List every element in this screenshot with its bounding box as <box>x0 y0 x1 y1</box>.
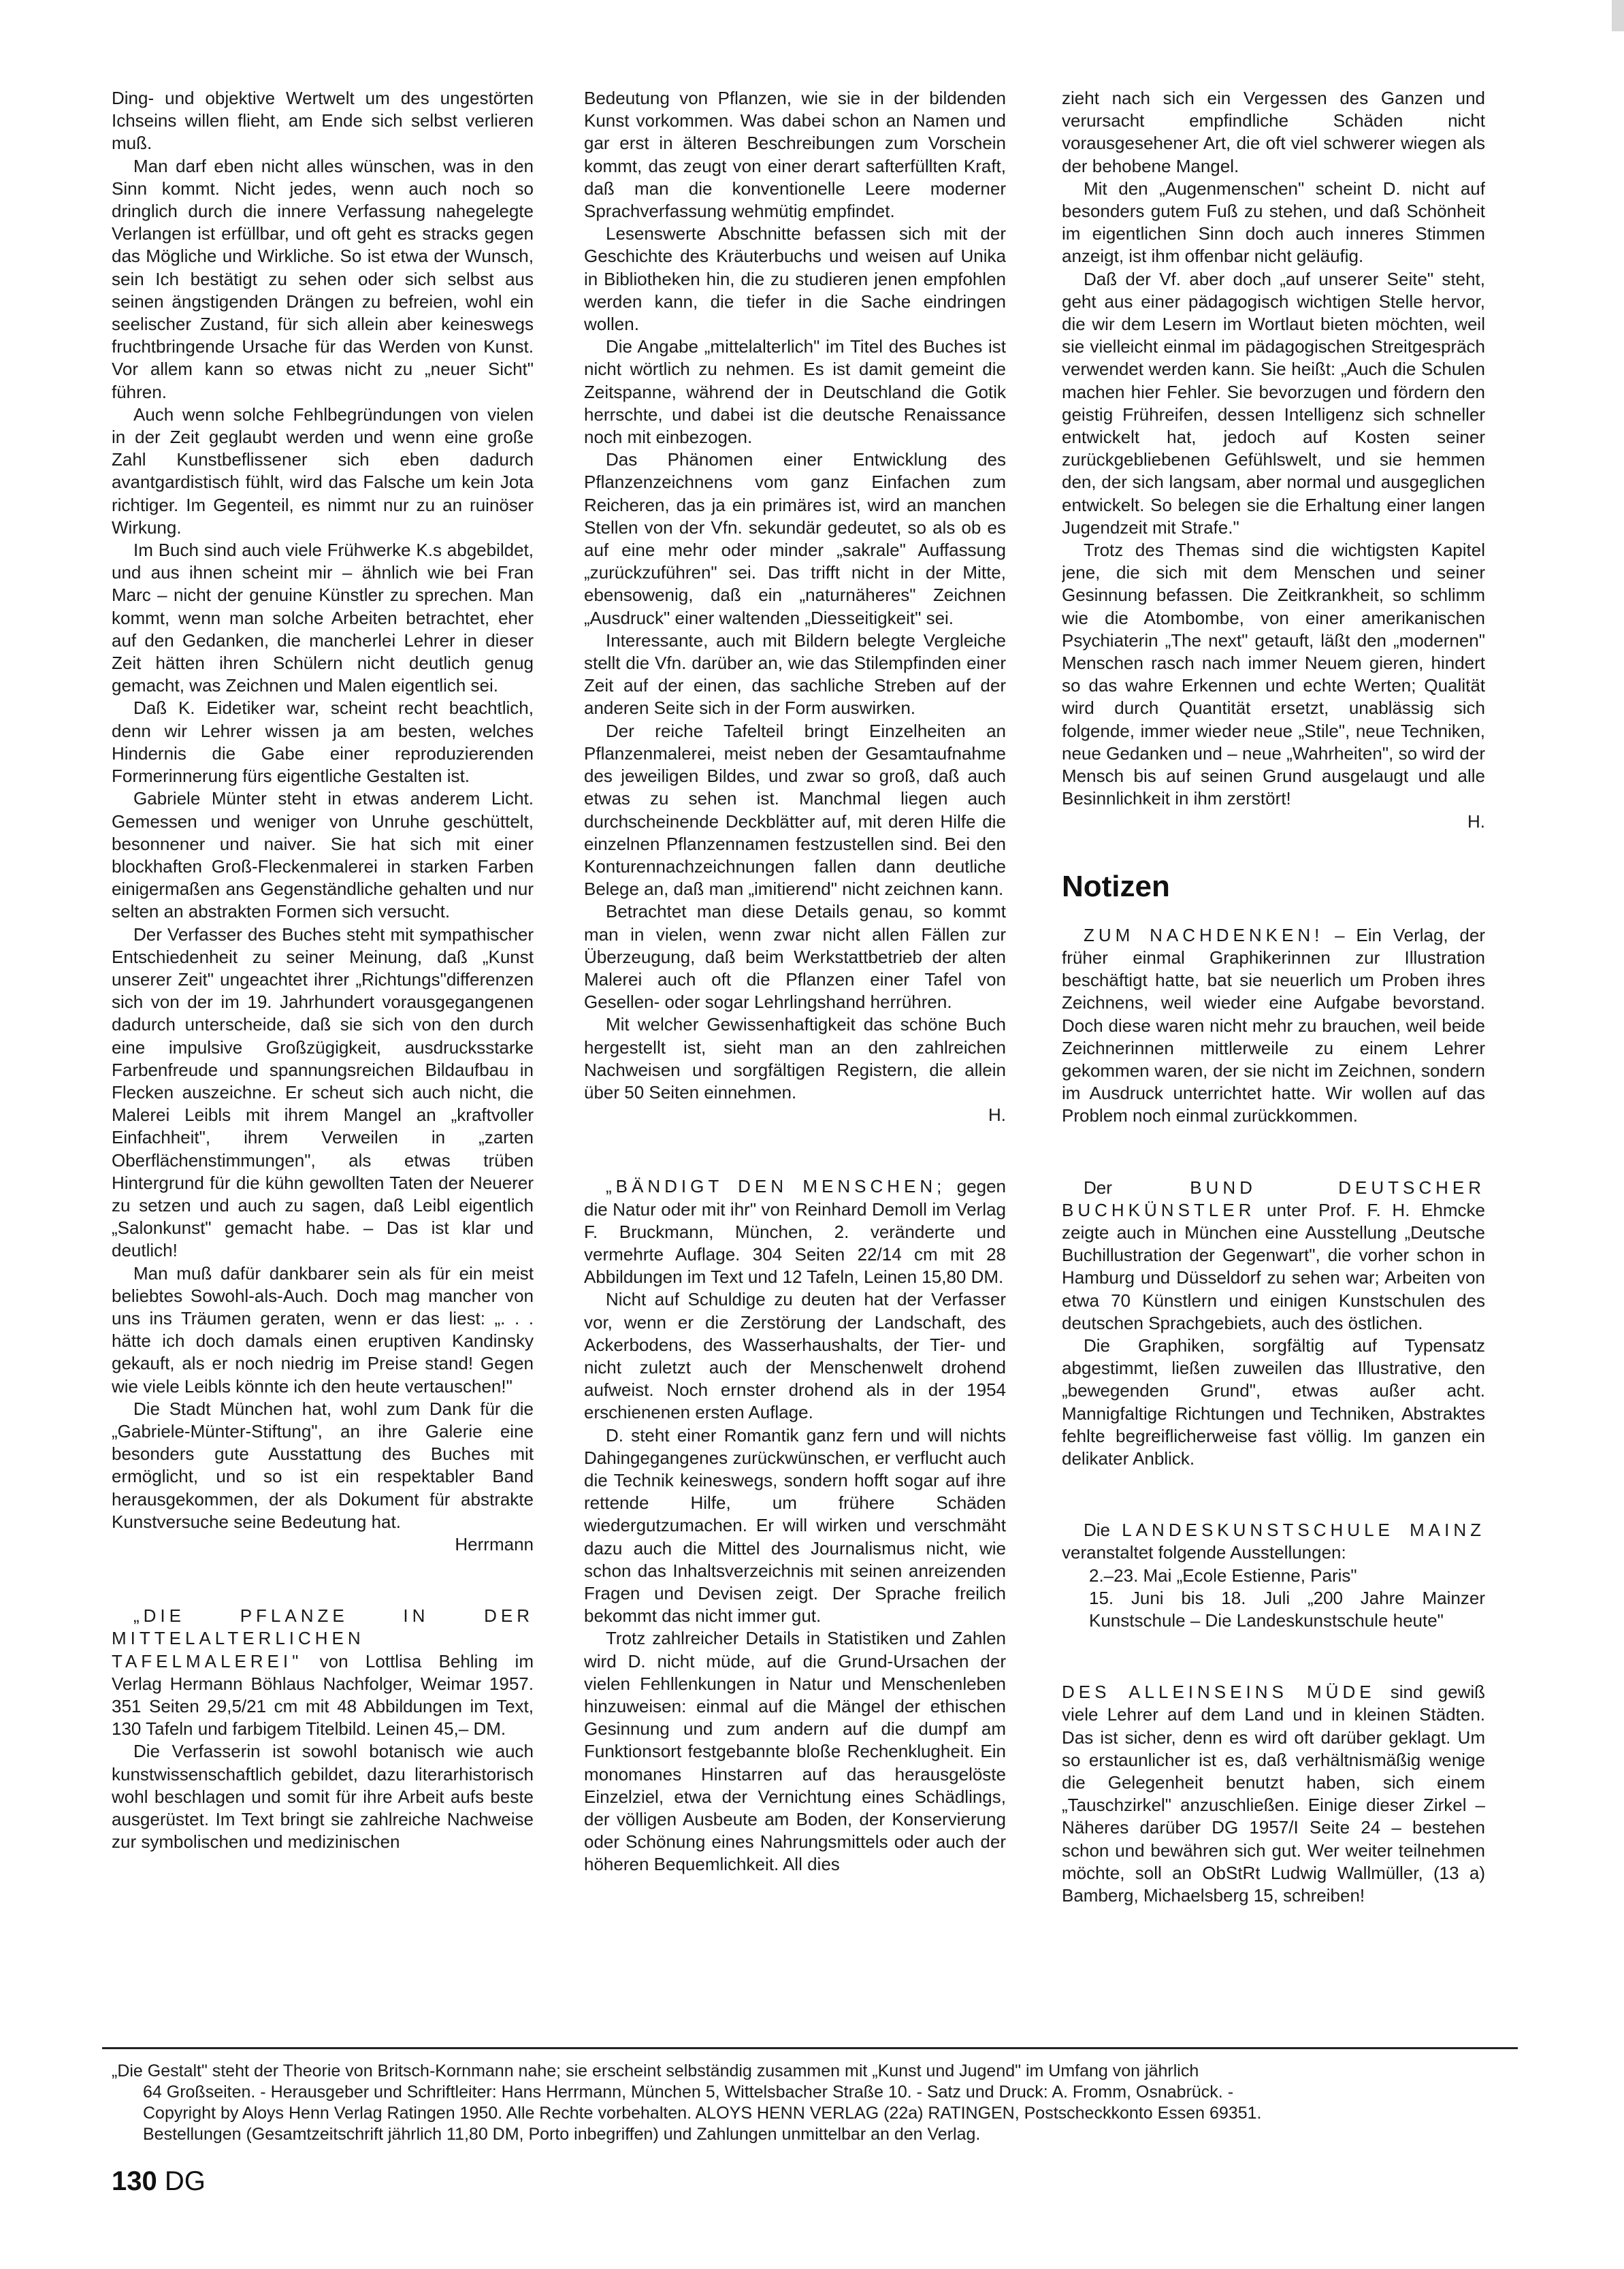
paragraph: Die Verfasserin ist sowohl botanisch wie auch kunstwissenschaftlich gebildet, dazu literarhistorisch wohl beschlagen und somit für ihre Arbeit aufs beste ausgerüstet. Im Text bringt sie zahlreiche Nachweise zur symbolischen und medizinischen <box>112 1741 534 1852</box>
paragraph: Betrachtet man diese Details genau, so kommt man in vielen, wenn zwar nicht allen Fällen zur Überzeugung, daß beim Werkstattbetrieb der alten Malerei auch oft die Pflanzen einer Tafel von Gesellen- oder sogar Lehrlingshand herrühren. <box>584 901 1006 1013</box>
paragraph: D. steht einer Romantik ganz fern und will nichts Dahingegangenes zurückwünschen, er verflucht auch die Technik keineswegs, sondern hofft sogar auf ihre rettende Hilfe, um frühere Schäden wiedergutzumachen. Er will wirken und verschmäht dazu auch die Mittel des Journalismus nicht, wie schon das Inhaltsverzeichnis mit seinen anreizenden Fragen und Devisen zeigt. Der Sprache freilich bekommt das nicht immer gut. <box>584 1424 1006 1627</box>
paragraph: Auch wenn solche Fehlbegründungen von vielen in der Zeit geglaubt werden und wenn eine große Zahl Kunstbeflissener sich eben dadurch avantgardistisch fühlt, wird das Falsche um kein Jota richtiger. Im Gegenteil, es nimmt nur zu an ruinöser Wirkung. <box>112 404 534 538</box>
imprint-line: Bestellungen (Gesamtzeitschrift jährlich 11,80 DM, Porto inbegriffen) und Zahlungen unmittelbar an den Verlag. <box>143 2125 981 2144</box>
paragraph: Daß K. Eidetiker war, scheint recht beachtlich, denn wir Lehrer wissen ja am besten, welches Hindernis die Gabe einer reproduzierenden Formerinnerung fürs eigentliche Gestalten ist. <box>112 698 534 787</box>
paragraph: Ding- und objektive Wertwelt um des ungestörten Ichseins willen flieht, am Ende sich selbst verlieren muß. <box>112 88 534 154</box>
paragraph: Gabriele Münter steht in etwas anderem Licht. Gemessen und weniger von Unruhe geschüttelt, besonnener und naiver. Sie hat sich mit einer blockhaften Groß-Fleckenmalerei in starken Farben einigermaßen ans Gegenständliche gehalten und nur selten an abstrakten Formen sich versucht. <box>112 788 534 922</box>
journal-abbrev: DG <box>164 2166 206 2196</box>
paragraph: Das Phänomen einer Entwicklung des Pflanzenzeichnens vom ganz Einfachen zum Reicheren, das ja ein primäres ist, wird an manchen Stellen von der Vfn. sekundär gedeutet, so als ob es auf eine mehr oder minder „sakrale" Auffassung „zurückzuführen" sei. Das trifft nicht in der Mitte, ebensowenig, daß ein „naturnäheres" Zeichnen „Ausdruck" einer waltenden „Diesseitigkeit" sei. <box>584 449 1006 628</box>
notiz-pre: Die <box>1084 1520 1111 1541</box>
paragraph: Die Stadt München hat, wohl zum Dank für die „Gabriele-Münter-Stiftung", an ihre Galerie eine besonders gute Ausstattung des Buches mit ermöglicht, und so ist ein respektabler Band herausgekommen, der als Dokument für abstrakte Kunstversuche seine Bedeutung hat. <box>112 1398 534 1532</box>
imprint-line: Copyright by Aloys Henn Verlag Ratingen 1950. Alle Rechte vorbehalten. ALOYS HENN VERLAG (22a) RATINGEN, Postscheckkonto Essen 69351. <box>143 2104 1262 2123</box>
column-2 <box>584 87 1006 1965</box>
paragraph: Trotz zahlreicher Details in Statistiken und Zahlen wird D. nicht müde, auf die Grund-Ursachen der vielen Fehllenkungen in Natur und Menschenleben hinzuweisen: einmal auf die Mängel der ethischen Gesinnung und zum andern auf die dumpf am Funktionsort festgebannte bloße Rechenklugheit. Ein monomanes Hinstarren auf das herausgelöste Einzelziel, etwa der Vernichtung eines Schädlings, der völligen Ausbeute am Boden, der Konservierung oder Schönung eines Nahrungsmittels oder auch der höheren Bequemlichkeit. All dies <box>584 1628 1006 1875</box>
signature: H. <box>988 1105 1006 1126</box>
paragraph: Man darf eben nicht alles wünschen, was in den Sinn kommt. Nicht jedes, wenn auch noch so dringlich durch die innere Verfassung nahegelegte Verlangen ist erfüllbar, und oft geht es stracks gegen das Mögliche und Wirkliche. So ist etwa der Wunsch, sein Ich bestätigt zu sehen oder sich selbst aus seinen ängstigenden Drängen zu befreien, wohl ein seelischer Zustand, für sich allein aber keineswegs fruchtbringende Ursache für das Werden von Kunst. Vor allem kann so etwas nicht zu „neuer Sicht" führen. <box>112 155 534 402</box>
paragraph: zieht nach sich ein Vergessen des Ganzen und verursacht empfindliche Schäden nicht vorausgesehener Art, die oft viel schwerer wiegen als der behobene Mangel. <box>1062 88 1485 176</box>
notiz-text: unter Prof. F. H. Ehmcke zeigte auch in München eine Ausstellung „Deutsche Buchillustration der Gegenwart", die vorher schon in Hamburg und Düsseldorf zu sehen war; Arbeiten von etwa 70 Künstlern und einigen Kunstschulen des deutschen Sprachgebiets, auch des östlichen. <box>1062 1199 1485 1333</box>
review-intro: von Lottlisa Behling im Verlag Hermann Böhlaus Nachfolger, Weimar 1957. 351 Seiten 29,5/21 cm mit 48 Abbildungen im Text, 130 Tafeln und farbigem Titelbild. Leinen 45,– DM. <box>112 1650 534 1740</box>
paragraph: Die Graphiken, sorgfältig auf Typensatz abgestimmt, ließen zuweilen das Illustrative, den „bewegenden Grund", etwas außer acht. Mannigfaltige Richtungen und Techniken, Abstraktes fehlte begreiflicherweise fast völlig. Im ganzen ein delikater Anblick. <box>1062 1335 1485 1469</box>
notiz-3 <box>1062 1519 1485 1564</box>
page-number-value: 130 <box>112 2166 157 2196</box>
footer-rule <box>102 2047 1518 2049</box>
paragraph: Nicht auf Schuldige zu deuten hat der Verfasser vor, wenn er die Zerstörung der Landschaft, des Ackerbodens, des Wasserhaushalts, der Tier- und nicht zuletzt auch der Menschenwelt drohend aufweist. Noch ernster drohend als in der 1954 erschienenen ersten Auflage. <box>584 1289 1006 1423</box>
notiz-text: veranstaltet folgende Ausstellungen: <box>1062 1542 1346 1563</box>
paragraph: Lesenswerte Abschnitte befassen sich mit der Geschichte des Kräuterbuchs und weisen auf Unika in Bibliotheken hin, die zu studieren jenen empfohlen werden kann, die tiefer in die Sache eindringen wollen. <box>584 223 1006 335</box>
notiz-pre: Der <box>1084 1177 1112 1198</box>
paragraph: Bedeutung von Pflanzen, wie sie in der bildenden Kunst vorkommen. Was dabei schon an Namen und gar erst in älteren Beschreibungen zum Vorschein kommt, das zeugt von einer derart safterfüllten Kraft, daß man die konventionelle Leere moderner Sprachverfassung wehmütig empfindet. <box>584 88 1006 222</box>
page-number <box>112 2166 206 2196</box>
paragraph: Die Angabe „mittelalterlich" im Titel des Buches ist nicht wörtlich zu nehmen. Es ist damit gemeint die Zeitspanne, während der in Deutschland die Gotik herrschte, und dabei ist die deutsche Renaissance noch mit einbezogen. <box>584 336 1006 448</box>
list-item: 15. Juni bis 18. Juli „200 Jahre Mainzer Kunstschule – Die Landeskunstschule heute" <box>1089 1587 1485 1631</box>
page-edge-mark <box>1612 0 1624 31</box>
review-intro: gegen die Natur oder mit ihr" von Reinhard Demoll im Verlag F. Bruckmann, München, 2. veränderte und vermehrte Auflage. 304 Seiten 22/14 cm mit 28 Abbildungen im Text und 12 Tafeln, Leinen 15,80 DM. <box>584 1176 1006 1288</box>
notiz-lead: DES ALLEINSEINS MÜDE <box>1062 1682 1376 1703</box>
notiz-lead: LANDESKUNSTSCHULE MAINZ <box>1122 1520 1485 1541</box>
column-1 <box>112 87 534 1965</box>
paragraph: Daß der Vf. aber doch „auf unserer Seite" steht, geht aus einer pädagogisch wichtigen Stelle hervor, die wir dem Lesern im Wortlaut bieten möchten, weil sie vielleicht einmal im pädagogischen Streitgespräch verwendet werden kann. Sie heißt: „Auch die Schulen machen hier Fehler. Sie bevorzugen und fördern den geistig Frühreifen, dessen Intelligenz sich schneller entwickelt hat, jedoch auf Kosten seiner zurückgebliebenen Gefühlswelt, und sie hemmen den, der sich langsam, aber normal und ausgeglichen entwickelt. So belegen sie die Erhaltung einer langen Jugendzeit mit Strafe." <box>1062 268 1485 538</box>
notiz-lead: BUND DEUTSCHER BUCHKÜNSTLER <box>1062 1177 1485 1220</box>
notiz-lead: ZUM NACHDENKEN! <box>1084 924 1324 945</box>
paragraph: Der reiche Tafelteil bringt Einzelheiten an Pflanzenmalerei, meist neben der Gesamtaufnahme des jeweiligen Bildes, und zwar so groß, daß auch etwas zu sehen ist. Manchmal liegen auch durchscheinende Deckblätter auf, mit deren Hilfe die einzelnen Pflanzennamen festzustellen sind. Bei den Konturennachzeichnungen fallen dann deutliche Belege an, daß man „imitierend" nicht zeichnen kann. <box>584 720 1006 900</box>
imprint-line: 64 Großseiten. - Herausgeber und Schriftleiter: Hans Herrmann, München 5, Wittelsbacher Straße 10. - Satz und Druck: A. Fromm, Osnabrück. - <box>143 2083 1234 2102</box>
notiz-4 <box>1062 1681 1485 1907</box>
column-3 <box>1062 87 1485 1965</box>
imprint-line: „Die Gestalt" steht der Theorie von Britsch-Kornmann nahe; sie erscheint selbständig zusammen mit „Kunst und Jugend" im Umfang von jährlich <box>112 2061 1199 2080</box>
paragraph: Im Buch sind auch viele Frühwerke K.s abgebildet, und aus ihnen scheint mir – ähnlich wie bei Fran Marc – nicht der genuine Künstler zu sprechen. Man kommt, wenn man solche Arbeiten betrachtet, eher auf den Gedanken, die mancherlei Lehrer in dieser Zeit hätten ihren Schülern nicht deutlich genug gemacht, was Zeichnen und Malen eigentlich sei. <box>112 540 534 696</box>
notiz-text: – Ein Verlag, der früher einmal Graphikerinnen zur Illustration beschäftigt hatte, bat sie neuerlich um Proben ihres Zeichnens, weil wieder eine Aufgabe bevorstand. Doch diese waren nicht mehr zu brauchen, weil beide Zeichnerinnen mittlerweile zu einem Lehrer gekommen waren, der sie nicht im Zeichnen, sondern im Ausdruck unterrichtet hatte. Wir wollen auf das Problem noch einmal zurückkommen. <box>1062 924 1485 1126</box>
signature: H. <box>1467 811 1485 832</box>
review-heading <box>584 1175 1006 1288</box>
section-heading-notizen: Notizen <box>1062 869 1170 903</box>
paragraph: Interessante, auch mit Bildern belegte Vergleiche stellt die Vfn. darüber an, wie das Stilempfinden einer Zeit auf der einen, das sachliche Streben auf der anderen Seite sich in der Form auswirken. <box>584 630 1006 719</box>
review-title: „DIE PFLANZE IN DER MITTELALTERLICHEN TAFELMALEREI" <box>112 1605 534 1671</box>
review-title: „BÄNDIGT DEN MENSCHEN; <box>606 1176 946 1197</box>
review-heading <box>112 1605 534 1740</box>
notiz-text: sind gewiß viele Lehrer auf dem Land und in kleinen Städten. Das ist sicher, denn es wird oft darüber geklagt. Um so erstaunlicher ist es, daß verhältnismäßig wenige die Gelegenheit benutzt haben, sich einem „Tauschzirkel" anzuschließen. Einige dieser Zirkel – Näheres darüber DG 1957/I Seite 24 – bestehen schon und bewähren sich gut. Wer weiter teilnehmen möchte, soll an ObStRt Ludwig Wallmüller, (13 a) Bamberg, Michaelsberg 15, schreiben! <box>1062 1682 1485 1906</box>
paragraph: Der Verfasser des Buches steht mit sympathischer Entschiedenheit zu seiner Meinung, daß „Kunst unserer Zeit" ungeachtet ihrer „Richtungs"differenzen sich von der im 19. Jahrhundert vorausgegangenen dadurch unterscheide, daß sie sich von den durch eine impulsive Großzügigkeit, ausdrucksstarke Farbenfreude und spannungsreichen Bildaufbau in Flecken auszeichne. Er scheut sich auch nicht, die Malerei Leibls mit ihrem Mangel an „kraftvoller Einfachheit", ihrem Verweilen in „zarten Oberflächenstimmungen", als etwas trüben Hintergrund für die kühn gewollten Taten der Neuerer zu setzen und auch zu sagen, daß Leibl eigentlich „Salonkunst" gemacht habe. – Das ist klar und deutlich! <box>112 924 534 1261</box>
paragraph: Man muß dafür dankbarer sein als für ein meist beliebtes Sowohl-als-Auch. Doch mag mancher von uns ins Träumen geraten, wenn er das liest: „. . . hätte ich doch damals einen eruptiven Kandinsky gekauft, als er noch niedrig im Preise stand! Gegen wie viele Leibls könnte ich den heute vertauschen!" <box>112 1262 534 1397</box>
list-item: 2.–23. Mai „Ecole Estienne, Paris" <box>1089 1565 1357 1586</box>
notiz-1 <box>1062 924 1485 1128</box>
imprint-footer <box>112 2061 1487 2145</box>
paragraph: Mit welcher Gewissenhaftigkeit das schöne Buch hergestellt ist, sieht man an den zahlreichen Nachweisen und sorgfältigen Registern, die allein über 50 Seiten einnehmen. <box>584 1014 1006 1103</box>
paragraph: Mit den „Augenmenschen" scheint D. nicht auf besonders gutem Fuß zu stehen, und daß Schönheit im eigentlichen Sinn doch auch inneres Stimmen anzeigt, ist ihm offenbar nicht geläufig. <box>1062 178 1485 267</box>
notiz-2 <box>1062 1177 1485 1335</box>
paragraph: Trotz des Themas sind die wichtigsten Kapitel jene, die sich mit dem Menschen und seiner Gesinnung befassen. Die Zeitkrankheit, so schlimm wie die Atombombe, von einer amerikanischen Psychiaterin „The next" getauft, läßt den „modernen" Menschen rasch nach immer Neuem gieren, hindert so das wahre Erkennen und echte Werten; Qualität wird durch Quantität ersetzt, unablässig sich folgende, immer wieder neue „Stile", neue Techniken, neue Gedanken und – neue „Wahrheiten", so wird der Mensch bis auf seinen Grund ausgelaugt und alle Besinnlichkeit in ihm zerstört! <box>1062 540 1485 809</box>
signature: Herrmann <box>455 1534 534 1554</box>
